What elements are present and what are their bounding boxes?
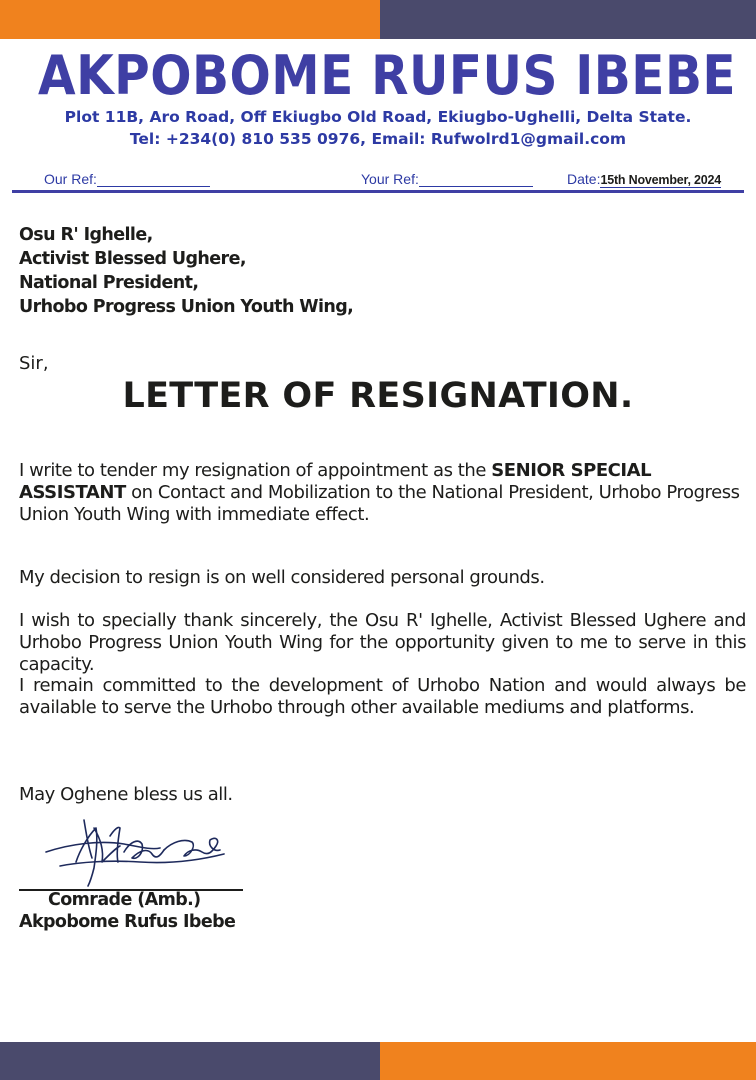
date-label: Date: xyxy=(567,171,601,187)
letterhead-contact: Tel: +234(0) 810 535 0976, Email: Rufwolrd1@gmail.com xyxy=(129,130,627,148)
your-ref-blank xyxy=(419,172,533,187)
reference-row xyxy=(0,171,756,191)
paragraph-thanks: I wish to specially thank sincerely, the Osu R' Ighelle, Activist Blessed Ughere and Urhobo Progress Union Youth Wing for the opportunity given to me to serve in this capacity. xyxy=(19,610,746,675)
recipient-line: Osu R' Ighelle, xyxy=(19,225,153,245)
p1-text-after: on Contact and Mobilization to the National President, Urhobo Progress Union Youth Wing with immediate effect. xyxy=(19,482,740,525)
header-navy-band xyxy=(380,0,756,39)
your-ref-label: Your Ref: xyxy=(361,171,419,187)
our-ref xyxy=(44,171,210,187)
paragraph-resignation xyxy=(19,460,746,526)
letter-title: LETTER OF RESIGNATION. xyxy=(122,376,634,416)
our-ref-label: Our Ref: xyxy=(44,171,97,187)
p1-text-before: I write to tender my resignation of appointment as the xyxy=(19,460,492,481)
salutation: Sir, xyxy=(19,353,49,374)
letterhead-name: AKPOBOME RUFUS IBEBE xyxy=(38,44,737,107)
p1-position-title: SENIOR SPECIAL ASSISTANT xyxy=(19,460,652,503)
recipient-address xyxy=(19,223,353,319)
footer-orange-band xyxy=(380,1042,756,1080)
header-rule xyxy=(12,190,744,193)
date-value: 15th November, 2024 xyxy=(600,173,722,187)
recipient-line: National President, xyxy=(19,273,199,293)
footer-navy-band xyxy=(0,1042,380,1080)
signatory-title: Comrade (Amb.) xyxy=(48,890,201,910)
your-ref xyxy=(361,171,533,187)
paragraph-commitment: I remain committed to the development of Urhobo Nation and would always be available to serve the Urhobo through other available mediums and platforms. xyxy=(19,675,746,718)
recipient-line: Activist Blessed Ughere, xyxy=(19,249,246,269)
signature-image xyxy=(40,810,230,894)
signatory-name: Akpobome Rufus Ibebe xyxy=(19,912,236,932)
header-orange-band xyxy=(0,0,380,39)
letterhead-address: Plot 11B, Aro Road, Off Ekiugbo Old Road, Ekiugbo-Ughelli, Delta State. xyxy=(64,108,692,126)
paragraph-reason: My decision to resign is on well considered personal grounds. xyxy=(19,567,545,588)
our-ref-blank xyxy=(97,172,210,187)
paragraph-closing: May Oghene bless us all. xyxy=(19,784,233,805)
recipient-line: Urhobo Progress Union Youth Wing, xyxy=(19,297,354,317)
date xyxy=(567,171,721,188)
